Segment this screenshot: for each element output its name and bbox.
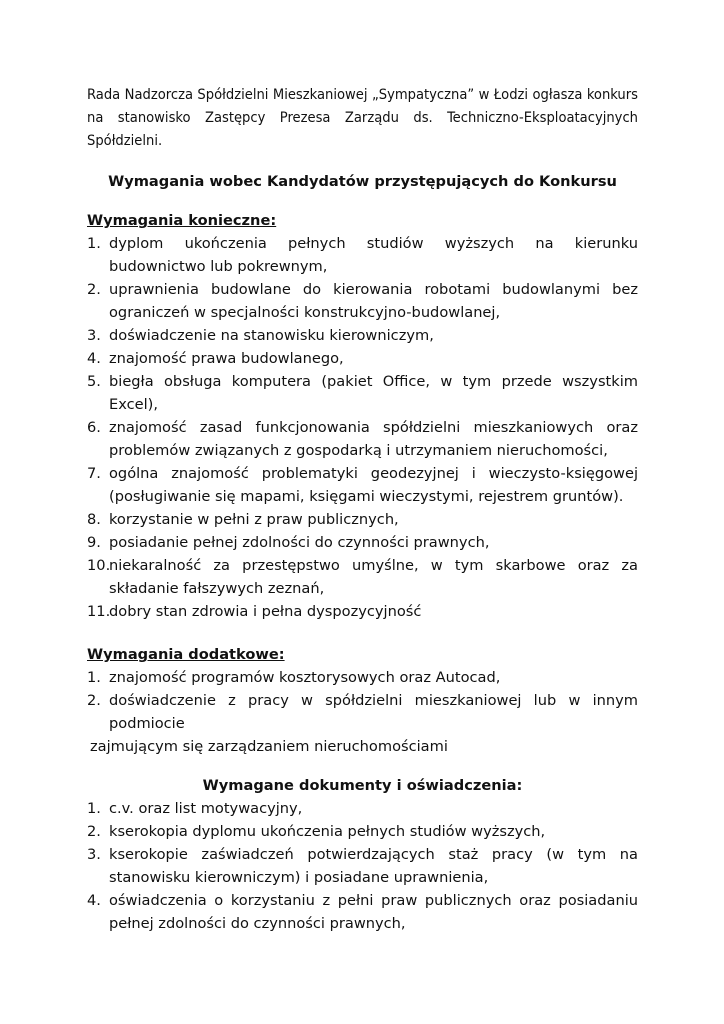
list-number: 6.: [87, 419, 101, 436]
list-number: 2.: [87, 823, 101, 840]
list-item: [87, 347, 638, 370]
list-text: dobry stan zdrowia i pełna dyspozycyjność: [109, 603, 422, 620]
list-text: uprawnienia budowlane do kierowania robotami budowlanymi bez ograniczeń w specjalności konstrukcyjno-budowlanej,: [109, 281, 638, 321]
additional-heading: Wymagania dodatkowe:: [87, 646, 285, 663]
list-number: 11.: [87, 603, 111, 620]
list-item: [87, 554, 638, 600]
list-number: 2.: [87, 281, 101, 298]
list-text: korzystanie w pełni z praw publicznych,: [109, 511, 399, 528]
list-number: 2.: [87, 692, 101, 709]
list-item: [87, 370, 638, 416]
list-number: 9.: [87, 534, 101, 551]
list-item: [87, 278, 638, 324]
list-text: ogólna znajomość problematyki geodezyjnej i wieczysto-księgowej (posługiwanie się mapami, księgami wieczystymi, rejestrem gruntów).: [109, 465, 638, 505]
list-text: znajomość prawa budowlanego,: [109, 350, 344, 367]
list-item: [87, 689, 638, 758]
list-number: 5.: [87, 373, 101, 390]
list-text: kserokopia dyplomu ukończenia pełnych studiów wyższych,: [109, 823, 546, 840]
list-text: posiadanie pełnej zdolności do czynności prawnych,: [109, 534, 490, 551]
list-text: c.v. oraz list motywacyjny,: [109, 800, 303, 817]
list-item: [87, 416, 638, 462]
list-text: oświadczenia o korzystaniu z pełni praw publicznych oraz posiadaniu pełnej zdolności do czynności prawnych,: [109, 892, 638, 932]
list-number: 10.: [87, 557, 111, 574]
required-list: [87, 232, 638, 623]
intro-paragraph: Rada Nadzorcza Spółdzielni Mieszkaniowej „Sympatyczna” w Łodzi ogłasza konkurs na stanowisko Zastępcy Prezesa Zarządu ds. Techniczno-Eksploatacyjnych Spółdzielni.: [87, 86, 638, 149]
list-item: [87, 600, 638, 623]
list-item: [87, 797, 638, 820]
documents-heading: Wymagane dokumenty i oświadczenia:: [202, 777, 523, 794]
required-heading: Wymagania konieczne:: [87, 212, 277, 229]
list-text: doświadczenie na stanowisku kierowniczym,: [109, 327, 434, 344]
document-page: [87, 83, 638, 935]
list-text: biegła obsługa komputera (pakiet Office, w tym przede wszystkim Excel),: [109, 373, 638, 413]
list-text-continuation: zajmującym się zarządzaniem nieruchomościami: [90, 738, 448, 755]
list-number: 1.: [87, 800, 101, 817]
list-number: 7.: [87, 465, 101, 482]
list-number: 3.: [87, 327, 101, 344]
requirements-title: Wymagania wobec Kandydatów przystępujących do Konkursu: [108, 173, 617, 190]
list-item: [87, 820, 638, 843]
list-item: [87, 843, 638, 889]
list-number: 3.: [87, 846, 101, 863]
list-text: niekaralność za przestępstwo umyślne, w tym skarbowe oraz za składanie fałszywych zeznań,: [109, 557, 638, 597]
list-item: [87, 324, 638, 347]
list-number: 1.: [87, 235, 101, 252]
documents-list: [87, 797, 638, 935]
list-number: 8.: [87, 511, 101, 528]
list-item: [87, 531, 638, 554]
list-item: [87, 508, 638, 531]
list-number: 4.: [87, 350, 101, 367]
list-item: [87, 889, 638, 935]
list-number: 4.: [87, 892, 101, 909]
list-text: kserokopie zaświadczeń potwierdzających staż pracy (w tym na stanowisku kierowniczym) i posiadane uprawnienia,: [109, 846, 638, 886]
list-text: doświadczenie z pracy w spółdzielni mieszkaniowej lub w innym podmiocie: [109, 692, 638, 732]
list-text: znajomość programów kosztorysowych oraz Autocad,: [109, 669, 501, 686]
list-item: [87, 232, 638, 278]
additional-list: [87, 666, 638, 758]
list-item: [87, 666, 638, 689]
list-item: [87, 462, 638, 508]
list-text: znajomość zasad funkcjonowania spółdzielni mieszkaniowych oraz problemów związanych z gospodarką i utrzymaniem nieruchomości,: [109, 419, 638, 459]
list-number: 1.: [87, 669, 101, 686]
list-text: dyplom ukończenia pełnych studiów wyższych na kierunku budownictwo lub pokrewnym,: [109, 235, 638, 275]
